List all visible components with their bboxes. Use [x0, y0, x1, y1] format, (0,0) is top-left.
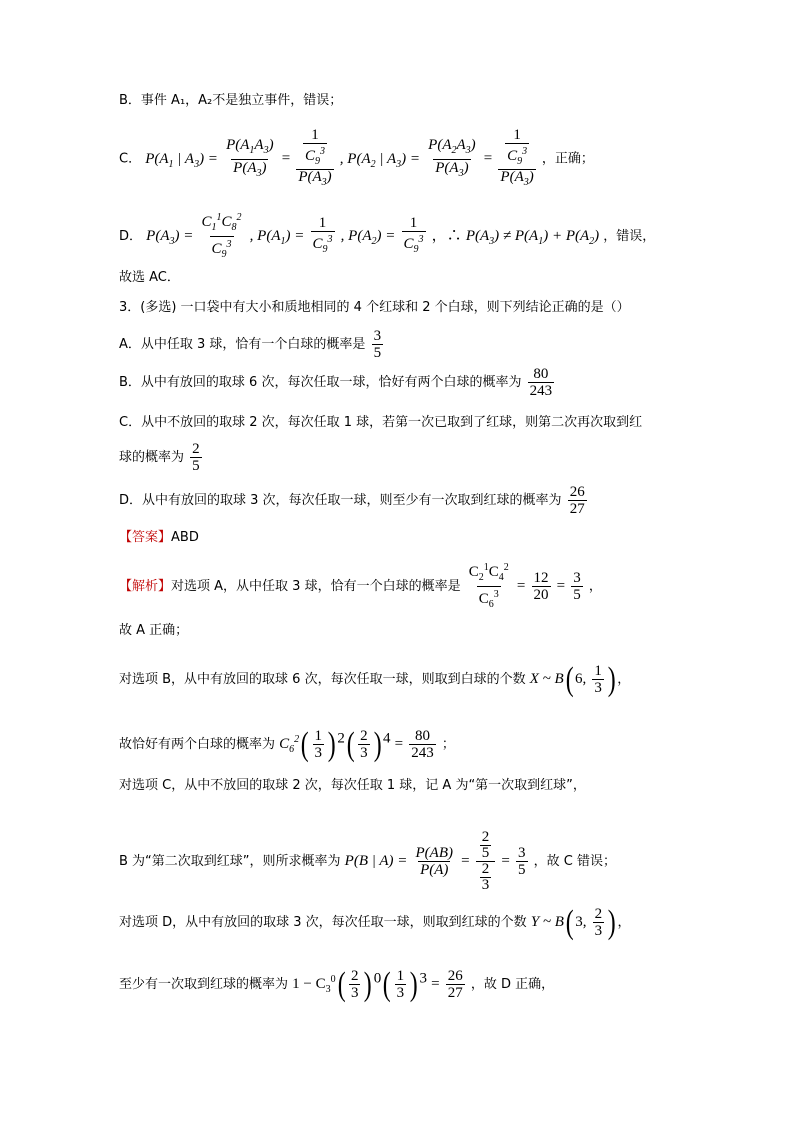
option-d-formula-line: D． $P(A_3)$ = $\frac{C_1^1C_8^2}{C_9^3}$ , $P(A_1)$ = $\frac{1}{C_9^3}$ , $P(A_2)$ = $\frac{1}{C_9^3}$ ，∴ $P(A_3) \ne P(A_1) + P(A_2)$ ，错误， [119, 210, 655, 263]
answer-line [119, 529, 199, 547]
fraction: $\frac{80}{243}$ [411, 728, 434, 761]
analysis-c-line1: 对选项 C，从中不放回的取球 2 次，每次任取 1 球，记 A 为“第一次取到红球”， [119, 778, 586, 793]
analysis-d-line1: 对选项 D，从中有放回的取球 3 次，每次任取一球，则取到红球的个数 Y ~ B( 3, $\frac{2}{3}$ ) ， [119, 903, 631, 941]
fraction: $\frac{P(A_1A_3)}{P(A_3)}$ [224, 137, 276, 182]
fraction: $\frac{\frac{2}{5}}{\frac{2}{3}}$ [476, 830, 496, 893]
analysis-c-line2: B 为“第二次取到红球”，则所求概率为 P(B | A) = $\frac{P(AB)}{P(A)}$ = $\frac{\frac{2}{5}}{\frac{2}{3}}$ = $\frac{3}{5}$ ，故 C 错误； [119, 829, 616, 893]
choose-answer: 故选 AC． [119, 270, 180, 285]
fraction: $\frac{1}{C_9^3}$ [311, 215, 335, 258]
option-c-formula-line: C． $P(A_1$ | $A_3$) = $\frac{P(A_1A_3)}{P(A_3)}$ = $\frac{\frac{1}{C_9^3}}{P(A_3)}$ , $P(A_2$ | $A_3$) = $\frac{P(A_2A_3)}{P(A_3)}$ = $\frac{\frac{1}{C_9^3}}{P(A_3)}$ ，正确； [119, 127, 594, 188]
question-option-a: A．从中任取 3 球，恰有一个白球的概率是 $\frac{3}{5}$ [119, 328, 382, 361]
question-option-c-line2: 球的概率为 $\frac{2}{5}$ [119, 441, 200, 474]
analysis-a-conclusion: 故 A 正确； [119, 623, 189, 638]
answer-value: ABD [171, 530, 199, 545]
fraction: $\frac{\frac{1}{C_9^3}}{P(A_3)}$ [298, 127, 332, 188]
analysis-a-line: 【解析】对选项 A，从中任取 3 球，恰有一个白球的概率是 $\frac{C_2^1C_4^2}{C_6^3}$ = $\frac{12}{20}$ = $\frac{3}{5}$ ， [119, 560, 602, 613]
fraction: $\frac{P(AB)}{P(A)}$ [415, 845, 453, 878]
question-stem: 3．(多选) 一口袋中有大小和质地相同的 4 个红球和 2 个白球，则下列结论正确的是（） [119, 300, 630, 315]
fraction: $\frac{\frac{1}{C_9^3}}{P(A_3)}$ [500, 127, 534, 188]
analysis-b-line1: 对选项 B，从中有放回的取球 6 次，每次任取一球，则取到白球的个数 X ~ B( 6, $\frac{1}{3}$ ) ， [119, 660, 631, 698]
fraction: $\frac{3}{5}$ [573, 570, 581, 603]
fraction: $\frac{3}{5}$ [518, 845, 526, 878]
fraction: $\frac{80}{243}$ [529, 366, 553, 399]
question-option-b: B．从中有放回的取球 6 次，每次任取一球，恰好有两个白球的概率为 $\frac{80}{243}$ [119, 366, 553, 399]
question-option-c-line1: C．从中不放回的取球 2 次，每次任取 1 球，若第一次已取到了红球，则第二次再次取到红 [119, 415, 643, 430]
fraction: $\frac{1}{C_9^3}$ [402, 215, 426, 258]
fraction: $\frac{1}{3}$ [594, 663, 602, 696]
fraction: $\frac{3}{5}$ [373, 328, 382, 361]
answer-label: 【答案】 [119, 530, 172, 545]
question-option-d: D．从中有放回的取球 3 次，每次任取一球，则至少有一次取到红球的概率为 $\frac{26}{27}$ [119, 484, 585, 517]
fraction: $\frac{C_1^1C_8^2}{C_9^3}$ [200, 210, 244, 263]
analysis-d-line2: 至少有一次取到红球的概率为 $1 - C_3^0$( $\frac{2}{3}$ ) $^0$( $\frac{1}{3}$ ) $^3$ = $\frac{26}{27}$ ，故 D 正确， [119, 965, 555, 1003]
fraction: $\frac{26}{27}$ [569, 484, 585, 517]
fraction: $\frac{26}{27}$ [447, 968, 463, 1001]
option-b-conclusion: B．事件 A₁，A₂不是独立事件，错误； [119, 93, 343, 108]
formula-c: $P(A_1$ | $A_3$) = [145, 150, 218, 170]
fraction: $\frac{2}{5}$ [192, 441, 200, 474]
fraction: $\frac{2}{3}$ [594, 906, 603, 939]
fraction: $\frac{P(A_2A_3)}{P(A_3)}$ [426, 137, 478, 182]
analysis-label: 【解析】 [119, 579, 172, 594]
fraction: $\frac{12}{20}$ [533, 570, 549, 603]
option-c-label: C． [119, 151, 142, 167]
fraction: $\frac{C_2^1C_4^2}{C_6^3}$ [467, 560, 511, 613]
analysis-b-line2: 故恰好有两个白球的概率为 $C_6^2$( $\frac{1}{3}$ ) $^2$( $\frac{2}{3}$ ) $^4$ = $\frac{80}{243}$ ； [119, 725, 455, 763]
